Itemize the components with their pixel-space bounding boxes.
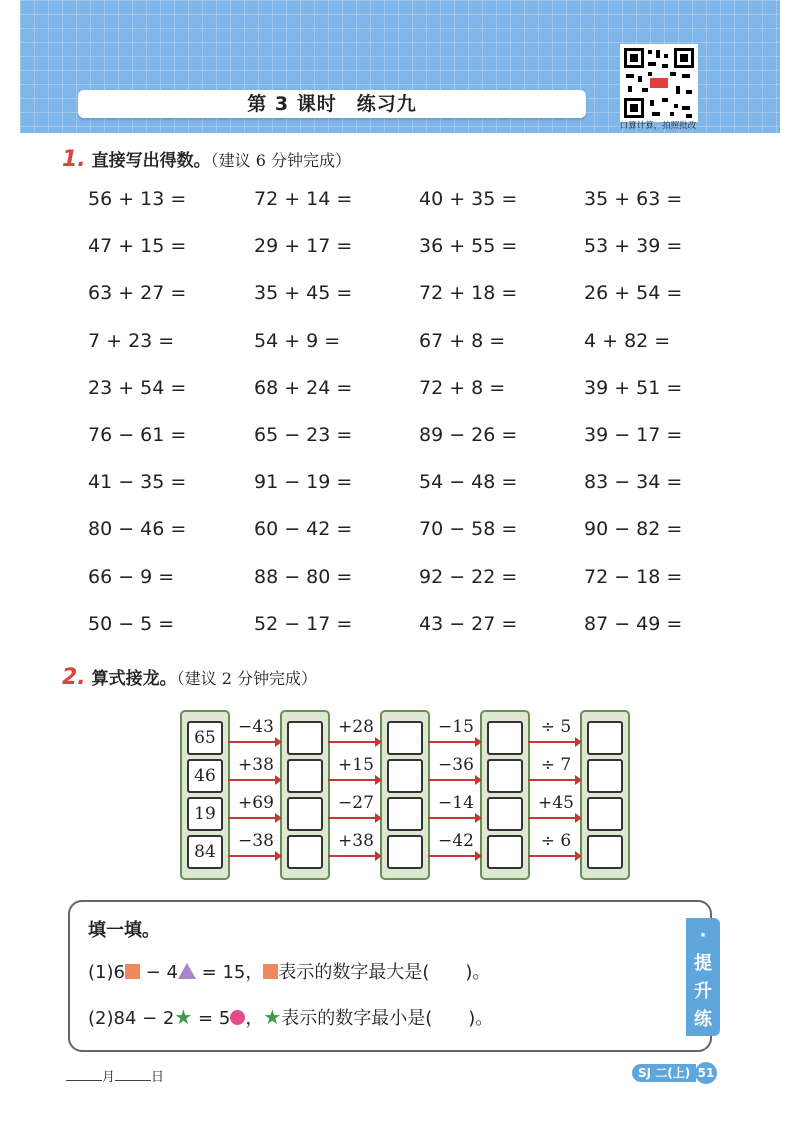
problem-cell: 50 − 5 = (88, 612, 175, 635)
arrow-icon (528, 779, 580, 781)
operation-label: +69 (238, 793, 274, 813)
operation-label: ÷ 6 (540, 831, 572, 851)
arrow-icon (328, 855, 380, 857)
pink-circle-icon (230, 1010, 245, 1025)
problem-cell: 4 + 82 = (584, 329, 671, 352)
answer-box[interactable] (587, 835, 623, 869)
answer-box[interactable] (387, 797, 423, 831)
arrow-icon (228, 855, 280, 857)
fill-question-1 (88, 958, 490, 984)
page-number: 51 (695, 1062, 717, 1084)
day-blank[interactable] (115, 1068, 151, 1081)
operation-label: +38 (238, 755, 274, 775)
answer-box[interactable] (487, 797, 523, 831)
answer-box[interactable] (487, 835, 523, 869)
q2-part-a: (2)84 − 2 (88, 1008, 175, 1029)
page-title: 第 3 课时 练习九 (78, 90, 586, 118)
answer-column (280, 710, 330, 880)
start-column (180, 710, 230, 880)
month-blank[interactable] (66, 1068, 102, 1081)
problem-cell: 26 + 54 = (584, 282, 683, 305)
start-value-box: 65 (187, 721, 223, 755)
section2-heading (62, 664, 317, 690)
answer-box[interactable] (487, 759, 523, 793)
answer-box[interactable] (287, 835, 323, 869)
fill-title: 填一填。 (88, 920, 160, 941)
operation-label: ÷ 5 (540, 717, 572, 737)
problem-cell: 56 + 13 = (88, 188, 187, 210)
operation-label: ÷ 7 (540, 755, 572, 775)
problem-cell: 53 + 39 = (584, 235, 683, 258)
book-tag: SJ 二(上) (632, 1064, 696, 1082)
answer-box[interactable] (387, 835, 423, 869)
fill-in-panel (68, 900, 712, 1052)
problem-cell: 70 − 58 = (419, 518, 518, 541)
problem-cell: 83 − 34 = (584, 471, 683, 494)
operation-label: +38 (338, 831, 374, 851)
problem-cell: 54 + 9 = (254, 329, 341, 352)
problem-cell: 76 − 61 = (88, 423, 187, 446)
answer-box[interactable] (287, 797, 323, 831)
problem-cell: 92 − 22 = (419, 565, 518, 588)
day-label: 日 (151, 1070, 165, 1085)
arrow-icon (228, 741, 280, 743)
month-label: 月 (102, 1070, 116, 1085)
operation-label: −38 (238, 831, 274, 851)
answer-column (380, 710, 430, 880)
arrow-icon (228, 779, 280, 781)
problem-cell: 91 − 19 = (254, 471, 353, 494)
problem-cell: 90 − 82 = (584, 518, 683, 541)
section1-heading (62, 146, 351, 172)
problem-cell: 60 − 42 = (254, 518, 353, 541)
answer-box[interactable] (587, 721, 623, 755)
section2-number: 2. (62, 665, 86, 690)
operation-label: +45 (538, 793, 574, 813)
answer-box[interactable] (387, 759, 423, 793)
orange-square-icon (263, 964, 278, 979)
arrow-icon (528, 741, 580, 743)
operation-label: −15 (438, 717, 474, 737)
answer-box[interactable] (487, 721, 523, 755)
problem-cell: 68 + 24 = (254, 376, 353, 399)
problem-cell: 39 + 51 = (584, 376, 683, 399)
answer-box[interactable] (587, 759, 623, 793)
q2-part-b: = 5 (192, 1008, 231, 1029)
arrow-icon (328, 779, 380, 781)
operation-label: −14 (438, 793, 474, 813)
problem-cell: 41 − 35 = (88, 471, 187, 494)
answer-box[interactable] (287, 759, 323, 793)
section2-note: （建议 2 分钟完成） (176, 669, 318, 688)
arrow-icon (428, 741, 480, 743)
section1-note: （建议 6 分钟完成） (210, 151, 352, 170)
problem-cell: 35 + 45 = (254, 282, 353, 305)
problem-cell: 88 − 80 = (254, 565, 353, 588)
problem-cell: 80 − 46 = (88, 518, 187, 541)
qr-code[interactable] (620, 44, 698, 122)
q1-part-d: 表示的数字最大是( )。 (278, 962, 491, 983)
problem-cell: 54 − 48 = (419, 471, 518, 494)
operation-label: −42 (438, 831, 474, 851)
operation-label: −27 (338, 793, 374, 813)
answer-box[interactable] (587, 797, 623, 831)
date-line (66, 1066, 164, 1085)
q1-part-b: − 4 (139, 962, 178, 983)
problem-cell: 72 − 18 = (584, 565, 683, 588)
problem-cell: 67 + 8 = (419, 329, 506, 352)
problem-cell: 66 − 9 = (88, 565, 175, 588)
start-value-box: 84 (187, 835, 223, 869)
operation-label: −36 (438, 755, 474, 775)
q2-part-c: ， (245, 1008, 264, 1029)
problem-cell: 89 − 26 = (419, 423, 518, 446)
problem-cell: 29 + 17 = (254, 235, 353, 258)
problem-cell: 72 + 8 = (419, 376, 506, 399)
answer-box[interactable] (387, 721, 423, 755)
arrow-icon (428, 779, 480, 781)
green-star-icon: ★ (174, 1005, 193, 1029)
section2-label: 算式接龙。 (91, 669, 177, 689)
purple-triangle-icon (178, 963, 196, 979)
problem-cell: 36 + 55 = (419, 235, 518, 258)
problem-cell: 43 − 27 = (419, 612, 518, 635)
section1-label: 直接写出得数。 (91, 151, 211, 171)
operation-label: +15 (338, 755, 374, 775)
problem-cell: 47 + 15 = (88, 235, 187, 258)
section1-number: 1. (62, 147, 86, 172)
q1-part-a: (1)6 (88, 962, 125, 983)
problem-cell: 40 + 35 = (419, 188, 518, 210)
improve-practice-tag (686, 918, 720, 1058)
arrow-icon (528, 855, 580, 857)
arrow-icon (228, 817, 280, 819)
q2-part-d: 表示的数字最小是( )。 (281, 1008, 494, 1029)
problem-cell: 7 + 23 = (88, 329, 175, 352)
problem-cell: 63 + 27 = (88, 282, 187, 305)
fill-question-2 (88, 1004, 493, 1030)
arrow-icon (428, 855, 480, 857)
arrow-icon (428, 817, 480, 819)
arrow-icon (328, 817, 380, 819)
problem-cell: 72 + 18 = (419, 282, 518, 305)
problem-cell: 87 − 49 = (584, 612, 683, 635)
improve-practice-label: ·提升练· (694, 925, 712, 1058)
answer-column (580, 710, 630, 880)
orange-square-icon (125, 964, 140, 979)
arrow-icon (528, 817, 580, 819)
answer-column (480, 710, 530, 880)
start-value-box: 19 (187, 797, 223, 831)
operation-label: −43 (238, 717, 274, 737)
problem-cell: 72 + 14 = (254, 188, 353, 210)
arrow-icon (328, 741, 380, 743)
green-star-icon: ★ (263, 1005, 282, 1029)
problem-cell: 39 − 17 = (584, 423, 683, 446)
qr-caption: 口算计算，拍照批改 (619, 121, 697, 131)
problem-cell: 65 − 23 = (254, 423, 353, 446)
problem-cell: 35 + 63 = (584, 188, 683, 210)
operation-label: +28 (338, 717, 374, 737)
start-value-box: 46 (187, 759, 223, 793)
q1-part-c: = 15， (195, 962, 264, 983)
problem-cell: 52 − 17 = (254, 612, 353, 635)
problem-cell: 23 + 54 = (88, 376, 187, 399)
answer-box[interactable] (287, 721, 323, 755)
calculation-chain (180, 710, 630, 878)
